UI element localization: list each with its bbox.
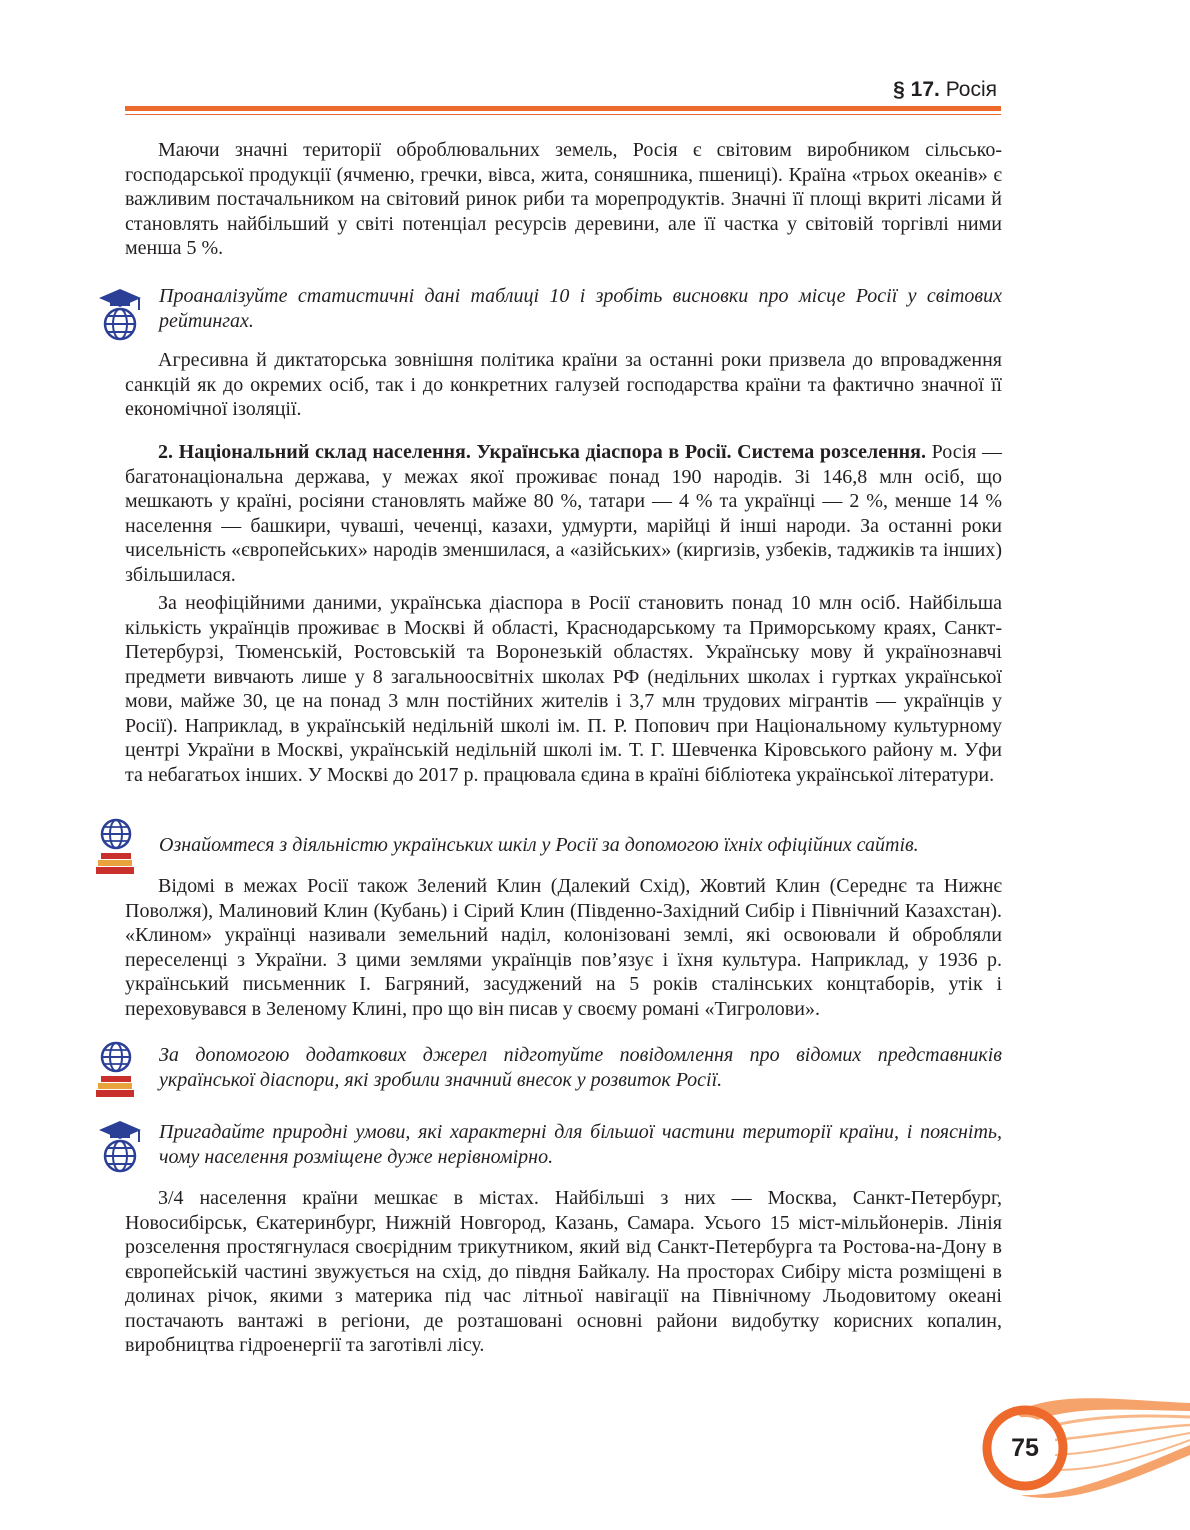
page-number: 75 [1011, 1434, 1039, 1462]
task-text: Ознайомтеся з діяльністю українських шкіл у Росії за допомогою їхніх офіційних сайтів. [159, 834, 919, 856]
task-text: За допомогою додаткових джерел підготуйте повідомлення про відомих представників української діаспори, які зробили значний внесок у розвиток Росії. [159, 1044, 1002, 1091]
graduation-cap-globe-icon [95, 1118, 145, 1174]
header-rule [125, 106, 1001, 111]
task-school-websites [159, 833, 1002, 858]
paragraph-text: Маючи значні території оброблювальних земель, Росія є світовим виробником сільськогосподарської продукції (ячменю, гречки, вівса, жита, соняшника, пшениці). Країна «трьох океанів» є важливим постачальником на світовий ринок риби та морепродуктів. Значні її площі вкриті лісами й становлять найбільший у світі потенціал ресурсів деревини, але її частка у світовій торгівлі ними менша 5 %. [125, 139, 1002, 259]
section-title: Росія [945, 78, 997, 101]
paragraph-text: Відомі в межах Росії також Зелений Клин (Далекий Схід), Жовтий Клин (Середнє та Нижнє Поволжя), Малиновий Клин (Кубань) і Сірий Клин (Південно-Західний Сибір і Північний Казахстан). «Клином» українці називали земельний наділ, колонізовані землі, які освоювали й обробляли переселенці з України. З цими землями українців пов’язує і їхня культура. Наприклад, у 1936 р. український письменник І. Багряний, засуджений на 5 років сталінських концтаборів, утік і переховувався в Зеленому Клині, про що він писав у своєму романі «Тигролови». [125, 875, 1002, 1020]
page-number-swoosh [960, 1385, 1190, 1510]
section-heading: 2. Національний склад населення. Українська діаспора в Росії. Система розселення. [158, 441, 926, 463]
paragraph-urbanization [125, 1186, 1002, 1358]
graduation-cap-globe-icon [95, 286, 145, 342]
paragraph-text: Агресивна й диктаторська зовнішня політика країни за останні роки призвела до впровадження санкцій як до окремих осіб, так і до конкретних галузей господарства країни та фактично значної її економічної ізоляції. [125, 349, 1002, 420]
paragraph-text: Росія — багатонаціональна держава, у межах якої проживає понад 190 народів. Зі 146,8 млн осіб, що мешкають у країні, росіяни становлять майже 80 %, татари — 4 % та українці — 2 %, менше 14 % населення — башкири, чуваші, чеченці, казахи, удмурти, марійці й інші народи. За останні роки чисельність «європейських» народів зменшилася, а «азійських» (киргизів, узбеків, таджиків та інших) збільшилася. [125, 441, 1003, 586]
globe-books-icon [95, 1040, 137, 1100]
task-diaspora-report [159, 1043, 1002, 1092]
header-rule-thin [125, 114, 1001, 115]
paragraph-text: За неофіційними даними, українська діаспора в Росії становить понад 10 млн осіб. Найбільша кількість українців проживає в Москві й області, Краснодарському та Приморському краях, Санкт-Петербурзі, Тюменській, Ростовській та Воронезькій областях. Українську мову й українознавчі предмети вивчають лише у 8 загальноосвітніх школах РФ (недільних школах і гуртках української мови, майже 30, це на понад 3 млн постійних жителів і 3,7 млн трудових мігрантів — українців у Росії). Наприклад, в українській недільній школі ім. П. Р. Попович при Національному культурному центрі України в Москві, українській недільній школі ім. Т. Г. Шевченка Кіровського району м. Уфи та небагатьох інших. У Москві до 2017 р. працювала єдина в країні бібліотека української літератури. [125, 592, 1002, 786]
task-natural-conditions [159, 1120, 1002, 1169]
paragraph-text: 3/4 населення країни мешкає в містах. Найбільші з них — Москва, Санкт-Петербург, Новосибірськ, Єкатеринбург, Нижній Новгород, Казань, Самара. Усього 15 міст-мільйонерів. Лінія розселення простягнулася своєрідним трикутником, який від Санкт-Петербурга та Ростова-на-Дону в європейській частині звужується на схід, до півдня Байкалу. На просторах Сибіру міста розміщені в долинах річок, якими з материка під час літньої навігації на Північному Льодовитому океані постачають вантажі в регіони, де розташовані основні райони видобутку корисних копалин, виробництва гідроенергії та заготівлі лісу. [125, 1187, 1002, 1356]
running-header [893, 78, 997, 102]
task-text: Проаналізуйте статистичні дані таблиці 10 і зробіть висновки про місце Росії у світових рейтингах. [159, 285, 1002, 332]
globe-books-icon [95, 817, 137, 877]
paragraph-sanctions [125, 348, 1002, 422]
task-text: Пригадайте природні умови, які характерні для більшої частини території країни, і поясніть, чому населення розміщене дуже нерівномірно. [159, 1121, 1002, 1168]
section-number: § 17. [893, 78, 940, 101]
paragraph-klyny [125, 874, 1002, 1021]
task-analyze-table [159, 284, 1002, 333]
paragraph-national-composition [125, 440, 1002, 587]
paragraph-agriculture [125, 138, 1002, 261]
paragraph-diaspora [125, 591, 1002, 787]
